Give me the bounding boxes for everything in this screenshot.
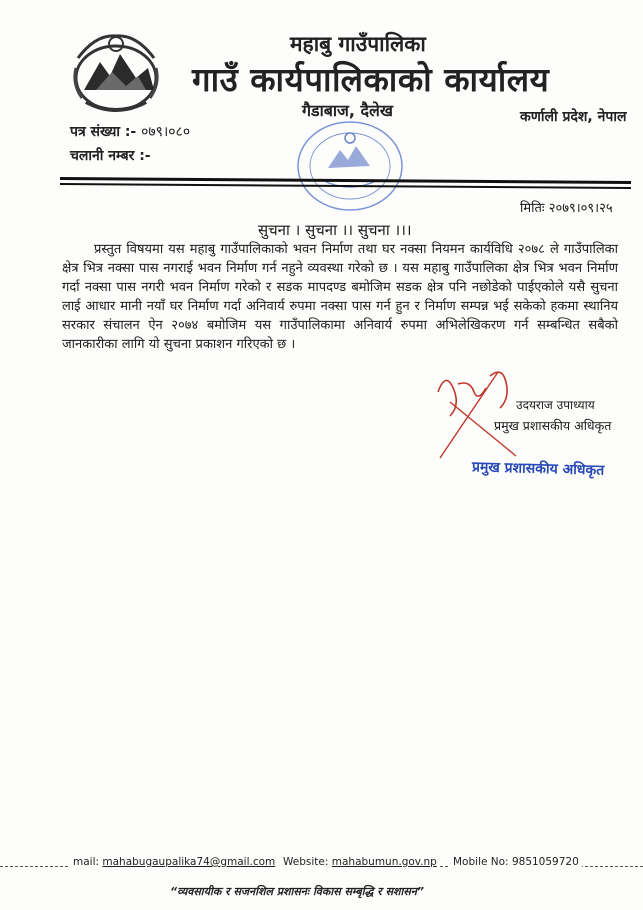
province-name: कर्णाली प्रदेश, नेपाल xyxy=(520,109,627,125)
footer-mobile xyxy=(450,856,582,868)
footer-website xyxy=(280,856,440,868)
reference-value: ०७९।०८० xyxy=(141,124,191,140)
notice-body: प्रस्तुत विषयमा यस महाबु गाउँपालिकाको भवन निर्माण तथा घर नक्सा नियमन कार्यविधि २०७८ ले गाउँपालिका क्षेत्र भित्र नक्सा पास नगराई भवन निर्माण गर्न नहुने व्यवस्था गरेको छ । यस महाबु गाउँपालिका क्षेत्र भित्र भवन निर्माण गर्दा नक्सा पास नगरी भवन निर्माण गरेको र सडक मापदण्ड बमोजिम सडक क्षेत्र पनि नछोडेको पाईएकोले यसै सुचना लाई आधार मानी नयाँ घर निर्माण गर्दा अनिवार्य रुपमा नक्सा पास गर्न हुन र निर्माण सम्पन्न भई सकेको हकमा स्थानिय सरकार संचालन ऐन २०७४ बमोजिम यस गाउँपालिकामा अनिवार्य रुपमा अभिलेखिकरण गर्न सम्बन्धित सबैको जानकारीका लागि यो सुचना प्रकाशन गरिएको छ । xyxy=(62,242,618,352)
website-link[interactable]: mahabumun.gov.np xyxy=(331,856,437,868)
reference-number xyxy=(70,122,190,141)
dispatch-number xyxy=(70,146,151,165)
footer-email xyxy=(70,856,278,868)
date-label: मितिः xyxy=(520,201,545,216)
org-name: महाबु गाउँपालिका xyxy=(290,32,426,56)
notice-title: सुचना । सुचना ।। सुचना ।।। xyxy=(258,221,412,239)
nepal-emblem-icon xyxy=(66,28,166,116)
mobile-value: 9851059720 xyxy=(511,856,579,868)
office-seal-icon xyxy=(292,116,408,216)
mobile-label: Mobile No: xyxy=(453,856,509,868)
website-label: Website: xyxy=(283,856,329,868)
office-address: गैडाबाज, दैलेख xyxy=(302,101,393,120)
signatory-name: उदयराज उपाध्याय xyxy=(516,398,595,412)
email-label: mail: xyxy=(73,856,100,868)
letter-date xyxy=(520,198,613,216)
office-name: गाउँ कार्यपालिकाको कार्यालय xyxy=(192,60,550,99)
date-value: २०७९।०९।२५ xyxy=(548,201,613,216)
reference-label: पत्र संख्या :- xyxy=(70,124,137,140)
signatory-stamp: प्रमुख प्रशासकीय अधिकृत xyxy=(471,459,605,479)
dispatch-label: चलानी नम्बर :- xyxy=(70,148,151,164)
footer-slogan: “व्यवसायीक र सजनशिल प्रशासनः विकास सम्बृद्धि र सशासन” xyxy=(170,885,424,898)
signatory-title: प्रमुख प्रशासकीय अधिकृत xyxy=(494,418,612,433)
email-link[interactable]: mahabugaupalika74@gmail.com xyxy=(102,856,276,868)
